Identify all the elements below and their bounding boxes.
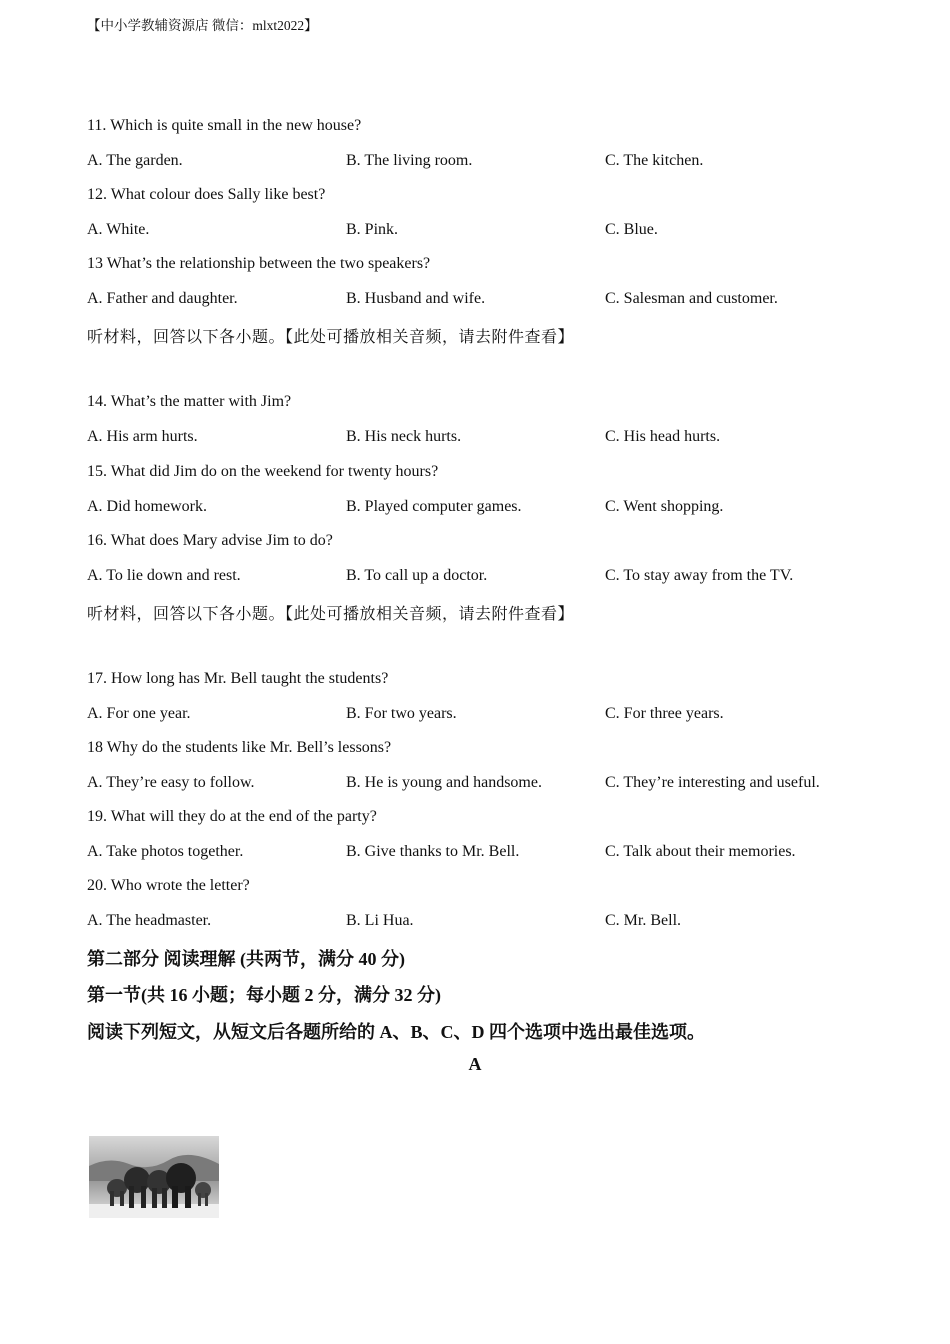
question-18: 18 Why do the students like Mr. Bell’s lessons? — [87, 739, 392, 756]
question-11: 11. Which is quite small in the new house? — [87, 117, 362, 134]
question-11-option-c: C. The kitchen. — [605, 152, 704, 169]
question-20-option-b: B. Li Hua. — [346, 912, 414, 929]
elephants-photo-icon — [89, 1136, 219, 1218]
question-18-option-a: A. They’re easy to follow. — [87, 774, 255, 791]
question-15: 15. What did Jim do on the weekend for twenty hours? — [87, 463, 439, 480]
reading-instructions: 阅读下列短文，从短文后各题所给的 A、B、C、D 四个选项中选出最佳选项。 — [87, 1022, 705, 1042]
question-15-option-b: B. Played computer games. — [346, 498, 522, 515]
part2-title: 第二部分 阅读理解 (共两节，满分 40 分) — [87, 949, 405, 969]
question-13-option-a: A. Father and daughter. — [87, 290, 238, 307]
section1-title: 第一节(共 16 小题；每小题 2 分，满分 32 分) — [87, 985, 441, 1005]
question-20-option-c: C. Mr. Bell. — [605, 912, 682, 929]
question-17-option-c: C. For three years. — [605, 705, 724, 722]
question-12: 12. What colour does Sally like best? — [87, 186, 326, 203]
question-13-option-c: C. Salesman and customer. — [605, 290, 778, 307]
question-14-option-c: C. His head hurts. — [605, 428, 721, 445]
question-17: 17. How long has Mr. Bell taught the students? — [87, 670, 389, 687]
question-12-option-a: A. White. — [87, 221, 150, 238]
question-17-option-a: A. For one year. — [87, 705, 191, 722]
question-13-option-b: B. Husband and wife. — [346, 290, 486, 307]
question-16-option-c: C. To stay away from the TV. — [605, 567, 794, 584]
question-11-option-b: B. The living room. — [346, 152, 473, 169]
question-19-option-c: C. Talk about their memories. — [605, 843, 796, 860]
question-14-option-b: B. His neck hurts. — [346, 428, 462, 445]
question-19: 19. What will they do at the end of the party? — [87, 808, 377, 825]
question-16-option-a: A. To lie down and rest. — [87, 567, 241, 584]
listening-note-1: 听材料，回答以下各小题。【此处可播放相关音频，请去附件查看】 — [87, 329, 575, 346]
question-20: 20. Who wrote the letter? — [87, 877, 250, 894]
question-17-option-b: B. For two years. — [346, 705, 457, 722]
question-12-option-c: C. Blue. — [605, 221, 658, 238]
question-18-option-b: B. He is young and handsome. — [346, 774, 542, 791]
question-20-option-a: A. The headmaster. — [87, 912, 212, 929]
page-header: 【中小学教辅资源店 微信：mlxt2022】 — [87, 18, 318, 33]
question-13: 13 What’s the relationship between the two speakers? — [87, 255, 431, 272]
question-18-option-c: C. They’re interesting and useful. — [605, 774, 820, 791]
passage-label: A — [468, 1054, 482, 1074]
question-19-option-b: B. Give thanks to Mr. Bell. — [346, 843, 520, 860]
question-14: 14. What’s the matter with Jim? — [87, 393, 292, 410]
question-11-option-a: A. The garden. — [87, 152, 183, 169]
question-15-option-c: C. Went shopping. — [605, 498, 724, 515]
question-15-option-a: A. Did homework. — [87, 498, 207, 515]
question-12-option-b: B. Pink. — [346, 221, 399, 238]
question-14-option-a: A. His arm hurts. — [87, 428, 198, 445]
listening-note-2: 听材料，回答以下各小题。【此处可播放相关音频，请去附件查看】 — [87, 606, 575, 623]
question-16-option-b: B. To call up a doctor. — [346, 567, 488, 584]
question-19-option-a: A. Take photos together. — [87, 843, 244, 860]
question-16: 16. What does Mary advise Jim to do? — [87, 532, 333, 549]
